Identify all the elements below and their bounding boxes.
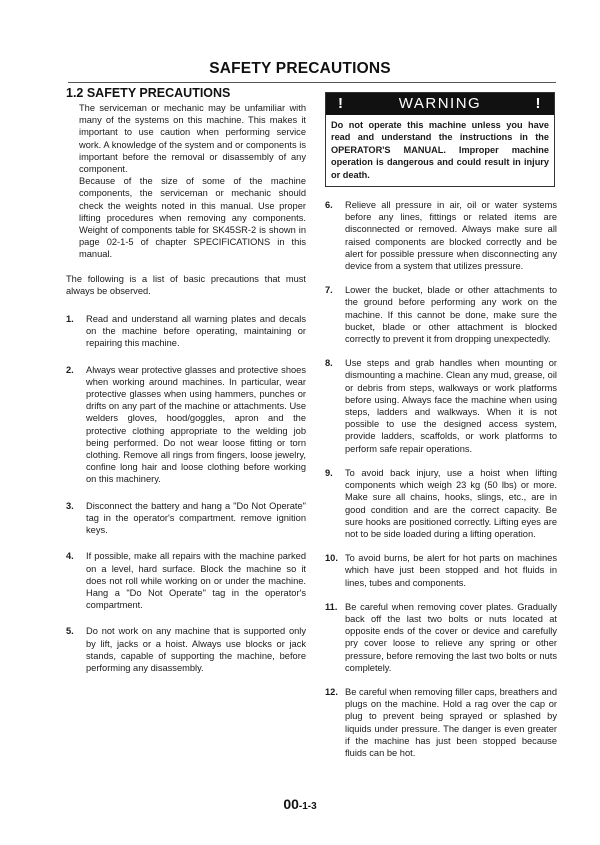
item-text: If possible, make all repairs with the machine parked on a level, hard surface. Block the machine so it does not roll while working on or under the machine. Hang a "Do Not Operate" tag in the operator's compartment. bbox=[86, 551, 306, 611]
intro-paragraph: The serviceman or mechanic may be unfamiliar with many of the systems on this machine. This makes it important to use caution when performing service work. A knowledge of the system and or components is important before the removal or disassembly of any component. bbox=[79, 103, 306, 175]
item-number: 3. bbox=[66, 500, 74, 511]
warning-box bbox=[325, 92, 555, 187]
precaution-item bbox=[66, 313, 306, 350]
item-text: Always wear protective glasses and protective shoes when working around machines. In particular, wear protective glasses when using hammers, punches or drifts on any part of the machine or attachments. Use welders gloves, hood/goggles, apron and the protective clothing appropriate to the welding job being performed. Do not wear loose fitting or torn clothing. Remove all rings from fingers, loose jewelry, confine long hair and loose clothing before working on this machinery. bbox=[86, 364, 306, 485]
item-number: 2. bbox=[66, 364, 74, 375]
item-text: Read and understand all warning plates and decals on the machine before operating, maintaining or repairing this machine. bbox=[86, 314, 306, 349]
intro-paragraph: Because of the size of some of the machine components, the serviceman or mechanic should check the weights noted in this manual. Use proper lifting procedures when removing any components. Weight of components table for SK45SR-2 is shown in page 02-1-5 of chapter SPECIFICATIONS in this manual. bbox=[79, 176, 306, 260]
exclamation-icon: ! bbox=[535, 94, 542, 112]
page-number-main: 00 bbox=[283, 796, 299, 812]
item-number: 4. bbox=[66, 551, 74, 562]
page-number bbox=[0, 796, 600, 812]
precaution-item bbox=[66, 625, 306, 674]
item-text: To avoid burns, be alert for hot parts on machines which have just been stopped and hot fluids in lines, tubes and components. bbox=[345, 553, 557, 588]
item-number: 11. bbox=[325, 601, 338, 612]
item-text: Do not work on any machine that is supported only by lift, jacks or a hoist. Always use blocks or jack stands, capable of supporting the machine, before performing any disassembly. bbox=[86, 626, 306, 673]
item-text: To avoid back injury, use a hoist when lifting components which weigh 23 kg (50 lbs) or more. Make sure all chains, hooks, slings, etc., are in good condition and are the correct capacity. Be sure hooks are positioned correctly. Lifting eyes are not to be side loaded during a lifting operation. bbox=[345, 467, 557, 539]
precaution-item bbox=[325, 284, 557, 345]
warning-header bbox=[326, 93, 554, 115]
section-heading: 1.2 SAFETY PRECAUTIONS bbox=[66, 86, 231, 100]
precaution-item bbox=[325, 467, 557, 540]
left-column bbox=[66, 86, 306, 688]
lead-paragraph: The following is a list of basic precautions that must always be observed. bbox=[66, 273, 306, 296]
warning-label: WARNING bbox=[398, 94, 482, 112]
item-number: 5. bbox=[66, 626, 74, 637]
item-number: 6. bbox=[325, 200, 333, 211]
item-number: 12. bbox=[325, 686, 338, 697]
item-number: 10. bbox=[325, 553, 338, 564]
precaution-item bbox=[325, 357, 557, 455]
intro-text bbox=[79, 102, 306, 261]
page-title: SAFETY PRECAUTIONS bbox=[209, 60, 391, 77]
precaution-item bbox=[66, 364, 306, 486]
item-number: 9. bbox=[325, 467, 333, 478]
item-text: Disconnect the battery and hang a "Do Not Operate" tag in the operator's compartment. remove ignition keys. bbox=[86, 500, 306, 536]
item-text: Use steps and grab handles when mounting or dismounting a machine. Clean any mud, grease, oil or debris from steps, walkways or work platforms before using. Always face the machine when using steps, ladders and walkways. When it is not possible to use the designed access system, provide ladders, scaffolds, or work platforms to perform safe repair operations. bbox=[345, 358, 557, 454]
exclamation-icon: ! bbox=[338, 94, 345, 112]
precaution-item bbox=[325, 552, 557, 589]
precaution-item bbox=[66, 500, 306, 537]
item-text: Be careful when removing cover plates. Gradually back off the last two bolts or nuts located at opposite ends of the cover or device and carefully pry cover loose to relieve any spring or other pressure, before removing the last two bolts or nuts completely. bbox=[345, 601, 557, 673]
item-text: Lower the bucket, blade or other attachments to the ground before performing any work on the machine. If this cannot be done, make sure the bucket, blade or other attachment is blocked correctly to prevent it from dropping unexpectedly. bbox=[345, 285, 557, 345]
item-number: 8. bbox=[325, 358, 333, 369]
precaution-item bbox=[325, 686, 557, 759]
item-text: Relieve all pressure in air, oil or water systems before any lines, fittings or related items are disconnected or removed. Always make sure all raised components are blocked correctly and be alert for possible pressure when disconnecting any device from a system that utilizes pressure. bbox=[345, 200, 557, 272]
page-number-sub: -1-3 bbox=[298, 801, 317, 812]
precaution-item bbox=[325, 601, 557, 674]
right-column bbox=[325, 92, 557, 771]
item-text: Be careful when removing filler caps, breathers and plugs on the machine. Hold a rag over the cap or plug to prevent being sprayed or splashed by liquids under pressure. The danger is even greater if the machine has just been stopped because fluids can be hot. bbox=[345, 686, 557, 758]
item-number: 1. bbox=[66, 314, 74, 325]
precaution-item bbox=[325, 199, 557, 272]
item-number: 7. bbox=[325, 285, 333, 296]
precaution-item bbox=[66, 550, 306, 611]
warning-text: Do not operate this machine unless you have read and understand the instructions in the OPERATOR'S MANUAL. Improper machine operation is dangerous and could result in injury or death. bbox=[331, 120, 549, 180]
title-divider bbox=[68, 82, 556, 83]
